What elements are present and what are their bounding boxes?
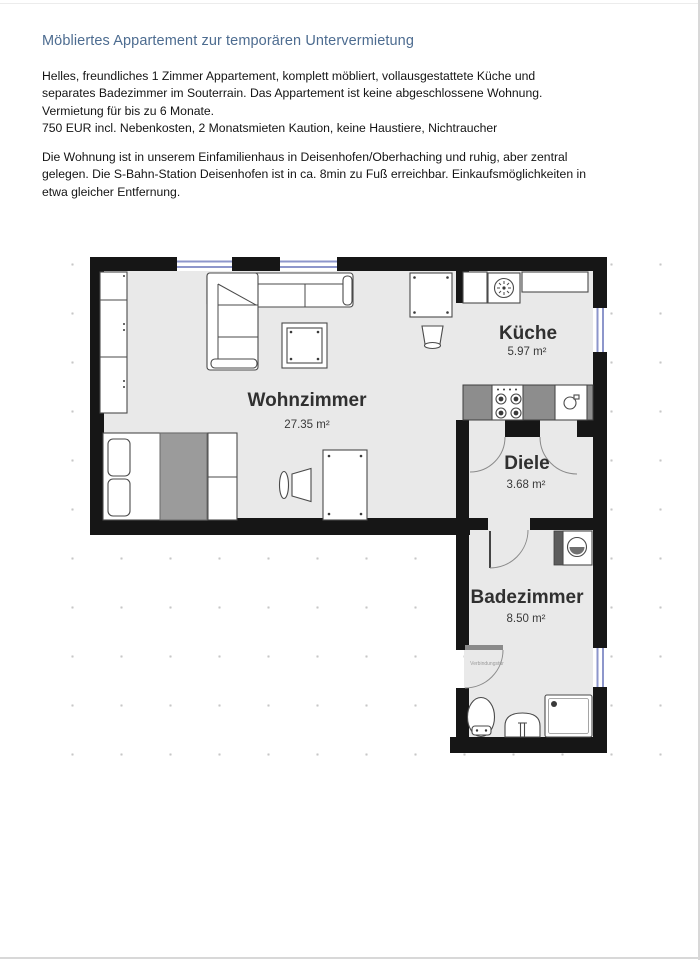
text-line: Helles, freundliches 1 Zimmer Appartement, komplett möbliert, vollausgestattete Küche und	[42, 69, 536, 83]
text-line: 750 EUR incl. Nebenkosten, 2 Monatsmieten Kaution, keine Haustiere, Nichtraucher	[42, 121, 498, 136]
toilet	[468, 698, 495, 737]
bathroom-sink	[505, 713, 540, 737]
connecting-door-label: Verbindungstür	[470, 661, 504, 667]
chair	[422, 326, 443, 349]
wardrobe	[100, 272, 127, 413]
coffee-table	[282, 323, 327, 368]
desk	[410, 273, 452, 317]
room-area-wohnzimmer: 27.35 m²	[284, 419, 330, 431]
washing-machine	[554, 531, 592, 565]
room-label-wohnzimmer: Wohnzimmer	[247, 390, 367, 411]
intro-paragraph	[42, 68, 542, 138]
room-label-diele: Diele	[504, 453, 550, 474]
stove	[492, 385, 523, 420]
page-edge-bottom	[0, 957, 700, 959]
floor-plan-drawing	[40, 225, 668, 770]
window-top-right	[280, 257, 337, 271]
window-kitchen	[593, 308, 607, 352]
window-top-left	[177, 257, 232, 271]
bed	[103, 433, 237, 520]
room-area-diele: 3.68 m²	[506, 479, 546, 491]
kitchen-counter	[463, 385, 593, 420]
kitchen-worktop	[522, 272, 588, 292]
shower	[545, 695, 592, 737]
room-area-badezimmer: 8.50 m²	[506, 613, 546, 625]
page-title: Möbliertes Appartement zur temporären Untervermietung	[42, 33, 414, 49]
side-table	[323, 450, 367, 520]
text-line: gelegen. Die S-Bahn-Station Deisenhofen ist in ca. 8min zu Fuß erreichbar. Einkaufsmöglichkeiten in	[42, 167, 586, 182]
room-area-kueche: 5.97 m²	[507, 346, 547, 358]
text-line: Vermietung für bis zu 6 Monate.	[42, 103, 215, 118]
text-line: Die Wohnung ist in unserem Einfamilienhaus in Deisenhofen/Oberhaching und ruhig, aber zentral	[42, 150, 568, 164]
room-label-badezimmer: Badezimmer	[470, 587, 584, 608]
text-line: etwa gleicher Entfernung.	[42, 184, 181, 199]
kitchen-appliance	[488, 273, 520, 303]
page-edge-top	[0, 3, 700, 4]
window-bathroom	[593, 648, 607, 687]
floor-plan	[40, 225, 668, 770]
room-label-kueche: Küche	[498, 323, 558, 344]
tv	[280, 469, 312, 502]
location-paragraph	[42, 149, 586, 201]
kitchen-sink	[555, 385, 587, 420]
kitchen-cabinet	[463, 272, 487, 303]
text-line: separates Badezimmer im Souterrain. Das Appartement ist keine abgeschlossene Wohnung.	[42, 86, 543, 101]
